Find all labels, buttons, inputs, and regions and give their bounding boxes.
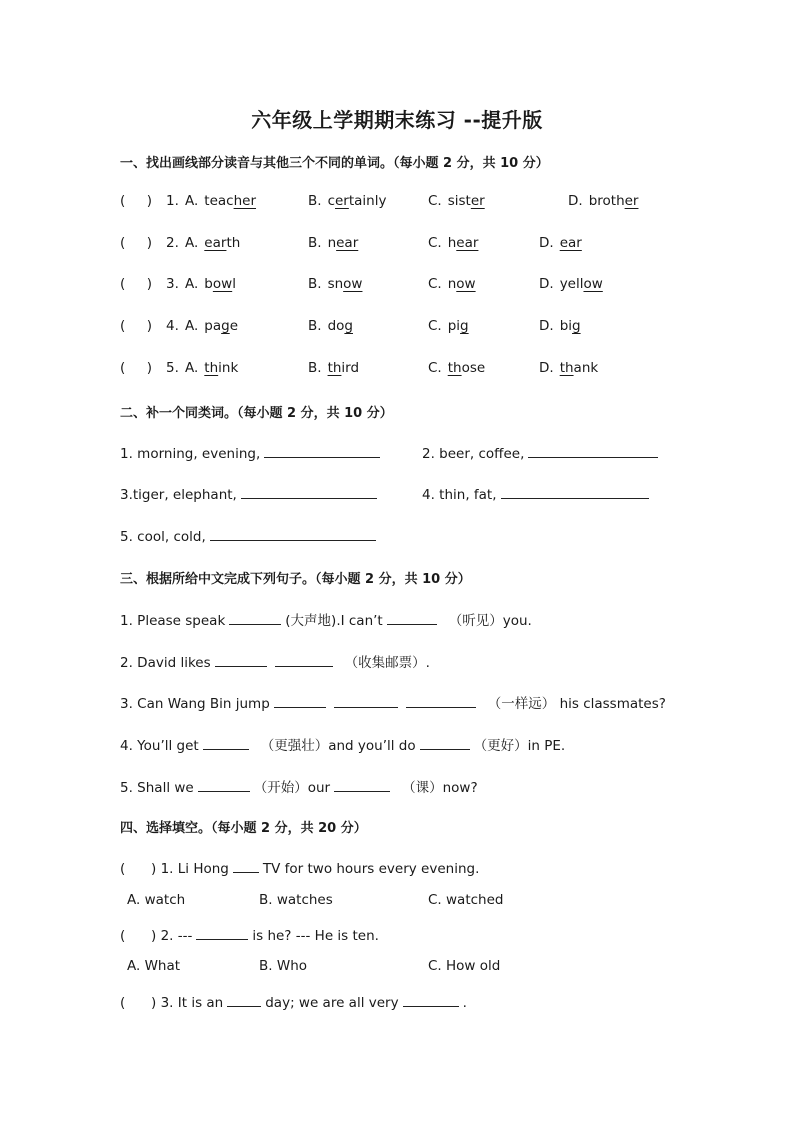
option-label: C.: [428, 360, 442, 376]
option-d[interactable]: [568, 193, 638, 209]
underlined-part: er: [470, 193, 485, 209]
answer-bracket[interactable]: ( ): [120, 276, 152, 292]
section2-heading: 二、补一个同类词。（每小题 2 分，共 10 分）: [120, 406, 393, 421]
word-part: th: [226, 235, 241, 251]
option-c[interactable]: [428, 193, 485, 209]
underlined-part: th: [204, 360, 219, 376]
q-text: (大声地).I can’t: [285, 613, 383, 629]
option-label: A.: [185, 235, 199, 251]
option-b[interactable]: [308, 318, 353, 334]
word-part: ose: [461, 360, 486, 376]
section1-heading: 一、找出画线部分读音与其他三个不同的单词。（每小题 2 分，共 10 分）: [120, 156, 549, 171]
q-text: （一样远） his classmates?: [487, 696, 666, 712]
answer-blank[interactable]: [264, 443, 380, 458]
option-a[interactable]: A. watch: [127, 892, 186, 908]
section4-heading: 四、选择填空。（每小题 2 分，共 20 分）: [120, 821, 367, 836]
q-text: 4. thin, fat,: [422, 487, 497, 503]
underlined-part: th: [327, 360, 342, 376]
underlined-part: g: [460, 318, 469, 334]
underlined-part: g: [344, 318, 353, 334]
word-part: b: [204, 276, 213, 292]
option-a[interactable]: [185, 360, 238, 376]
option-label: B.: [308, 360, 322, 376]
underlined-part: her: [233, 193, 257, 209]
underlined-part: ow: [456, 276, 476, 292]
q-text: 3. Can Wang Bin jump: [120, 696, 270, 712]
q-text: 3. It is an: [160, 995, 224, 1011]
answer-blank[interactable]: [420, 735, 470, 750]
underlined-part: ear: [456, 235, 479, 251]
section3-q1: [120, 609, 532, 629]
option-label: D.: [568, 193, 583, 209]
word-part: ird: [341, 360, 360, 376]
section3-q4: [120, 734, 565, 754]
answer-blank[interactable]: [406, 693, 476, 708]
underlined-part: ear: [204, 235, 227, 251]
answer-blank[interactable]: [210, 526, 376, 541]
option-label: A.: [185, 276, 199, 292]
answer-blank[interactable]: [387, 610, 437, 625]
section3-q3: [120, 692, 666, 712]
option-label: B.: [308, 235, 322, 251]
q-text: 2. David likes: [120, 655, 211, 671]
answer-blank[interactable]: [196, 925, 248, 940]
q-text: 4. You’ll get: [120, 738, 199, 754]
section1-question-2: [120, 235, 700, 255]
word-part: e: [229, 318, 239, 334]
option-label: D.: [539, 360, 554, 376]
option-d[interactable]: [539, 318, 581, 334]
section1-question-1: [120, 193, 700, 213]
option-c[interactable]: [428, 360, 485, 376]
q-text: TV for two hours every evening.: [262, 861, 480, 877]
option-c[interactable]: [428, 235, 478, 251]
underlined-part: ow: [212, 276, 233, 292]
option-label: C.: [428, 193, 442, 209]
answer-blank[interactable]: [241, 484, 377, 499]
option-b[interactable]: B. watches: [259, 892, 333, 908]
word-part: ank: [573, 360, 599, 376]
option-b[interactable]: [308, 276, 362, 292]
underlined-part: th: [447, 360, 462, 376]
q-text: 1. Li Hong: [160, 861, 229, 877]
option-b[interactable]: B. Who: [259, 958, 308, 974]
answer-blank[interactable]: [203, 735, 249, 750]
option-label: B.: [308, 276, 322, 292]
q-text: 5. cool, cold,: [120, 529, 206, 545]
option-c[interactable]: C. How old: [428, 958, 501, 974]
underlined-part: ow: [343, 276, 363, 292]
section4-q1: [120, 858, 479, 877]
underlined-part: ow: [583, 276, 603, 292]
option-label: C.: [428, 318, 442, 334]
section1-question-4: [120, 318, 700, 338]
option-label: C.: [428, 235, 442, 251]
word-part: l: [232, 276, 236, 292]
option-b[interactable]: [308, 360, 359, 376]
answer-blank[interactable]: [528, 443, 658, 458]
answer-blank[interactable]: [215, 652, 267, 667]
section3-heading: 三、根据所给中文完成下列句子。（每小题 2 分，共 10 分）: [120, 572, 471, 587]
option-a[interactable]: [185, 276, 236, 292]
underlined-part: er: [335, 193, 349, 209]
answer-blank[interactable]: [334, 777, 390, 792]
q-text: （听见）you.: [448, 613, 532, 629]
underlined-part: ear: [336, 235, 359, 251]
answer-blank[interactable]: [198, 777, 250, 792]
question-number: 2.: [166, 235, 179, 251]
question-number: 4.: [166, 318, 179, 334]
word-part: sn: [327, 276, 344, 292]
option-d[interactable]: [539, 360, 598, 376]
option-label: D.: [539, 318, 554, 334]
answer-blank[interactable]: [233, 858, 259, 873]
q-text: （更强壮）and you’ll do: [260, 738, 416, 754]
section4-q2: [120, 925, 379, 944]
answer-blank[interactable]: [229, 610, 281, 625]
underlined-part: ear: [559, 235, 582, 251]
answer-bracket[interactable]: ( ): [120, 995, 157, 1011]
q-text: day; we are all very: [265, 995, 399, 1011]
answer-blank[interactable]: [227, 992, 261, 1007]
section1-question-3: [120, 276, 700, 296]
option-a[interactable]: A. What: [127, 958, 181, 974]
answer-bracket[interactable]: ( ): [120, 235, 152, 251]
answer-bracket[interactable]: ( ): [120, 928, 157, 944]
q-text: 5. Shall we: [120, 780, 194, 796]
section2-row-2: [120, 484, 700, 504]
option-a[interactable]: [185, 235, 240, 251]
answer-blank[interactable]: [334, 693, 398, 708]
q-text: （更好）in PE.: [473, 738, 566, 754]
word-part: h: [447, 235, 457, 251]
page-title: 六年级上学期期末练习 --提升版: [251, 108, 543, 132]
answer-blank[interactable]: [501, 484, 649, 499]
q-text: 2. beer, coffee,: [422, 446, 525, 462]
section2-row-3: [120, 526, 700, 546]
section1-question-5: [120, 360, 700, 380]
option-b[interactable]: [308, 193, 386, 209]
option-label: A.: [185, 360, 199, 376]
q-text: （开始）our: [253, 780, 331, 796]
section4-q1-options: [120, 892, 700, 912]
question-number: 1.: [166, 193, 179, 209]
option-a[interactable]: [185, 193, 256, 209]
q-text: .: [462, 995, 467, 1011]
word-part: sist: [447, 193, 471, 209]
answer-blank[interactable]: [403, 992, 459, 1007]
q-text: （课）now?: [402, 780, 478, 796]
word-part: bi: [559, 318, 573, 334]
answer-blank[interactable]: [275, 652, 333, 667]
section3-q2: [120, 651, 430, 671]
answer-bracket[interactable]: ( ): [120, 861, 157, 877]
option-label: D.: [539, 235, 554, 251]
option-c[interactable]: C. watched: [428, 892, 504, 908]
word-part: ink: [218, 360, 239, 376]
word-part: teac: [204, 193, 234, 209]
underlined-part: g: [221, 318, 230, 334]
q-text: 1. morning, evening,: [120, 446, 261, 462]
word-part: do: [327, 318, 345, 334]
underlined-part: er: [624, 193, 639, 209]
word-part: pi: [447, 318, 461, 334]
word-part: broth: [588, 193, 625, 209]
q-text: 2. ---: [160, 928, 193, 944]
option-d[interactable]: [539, 235, 582, 251]
answer-bracket[interactable]: ( ): [120, 193, 152, 209]
answer-blank[interactable]: [274, 693, 326, 708]
q-text: is he? --- He is ten.: [252, 928, 379, 944]
underlined-part: g: [572, 318, 581, 334]
option-c[interactable]: [428, 276, 476, 292]
answer-bracket[interactable]: ( ): [120, 360, 152, 376]
option-label: D.: [539, 276, 554, 292]
option-a[interactable]: [185, 318, 238, 334]
q-text: 3.tiger, elephant,: [120, 487, 237, 503]
section3-q5: [120, 776, 478, 796]
word-part: c: [327, 193, 335, 209]
word-part: n: [447, 276, 457, 292]
question-number: 3.: [166, 276, 179, 292]
question-number: 5.: [166, 360, 179, 376]
underlined-part: th: [559, 360, 574, 376]
option-c[interactable]: [428, 318, 469, 334]
option-label: C.: [428, 276, 442, 292]
word-part: yell: [559, 276, 584, 292]
option-label: B.: [308, 318, 322, 334]
option-label: B.: [308, 193, 322, 209]
q-text: 1. Please speak: [120, 613, 226, 629]
word-part: tainly: [348, 193, 387, 209]
section4-q3: [120, 992, 467, 1011]
option-d[interactable]: [539, 276, 603, 292]
option-label: A.: [185, 318, 199, 334]
answer-bracket[interactable]: ( ): [120, 318, 152, 334]
word-part: n: [327, 235, 337, 251]
option-b[interactable]: [308, 235, 358, 251]
q-text: （收集邮票）.: [344, 655, 430, 671]
word-part: pa: [204, 318, 222, 334]
section4-q2-options: [120, 958, 700, 978]
option-label: A.: [185, 193, 199, 209]
section2-row-1: [120, 443, 700, 463]
